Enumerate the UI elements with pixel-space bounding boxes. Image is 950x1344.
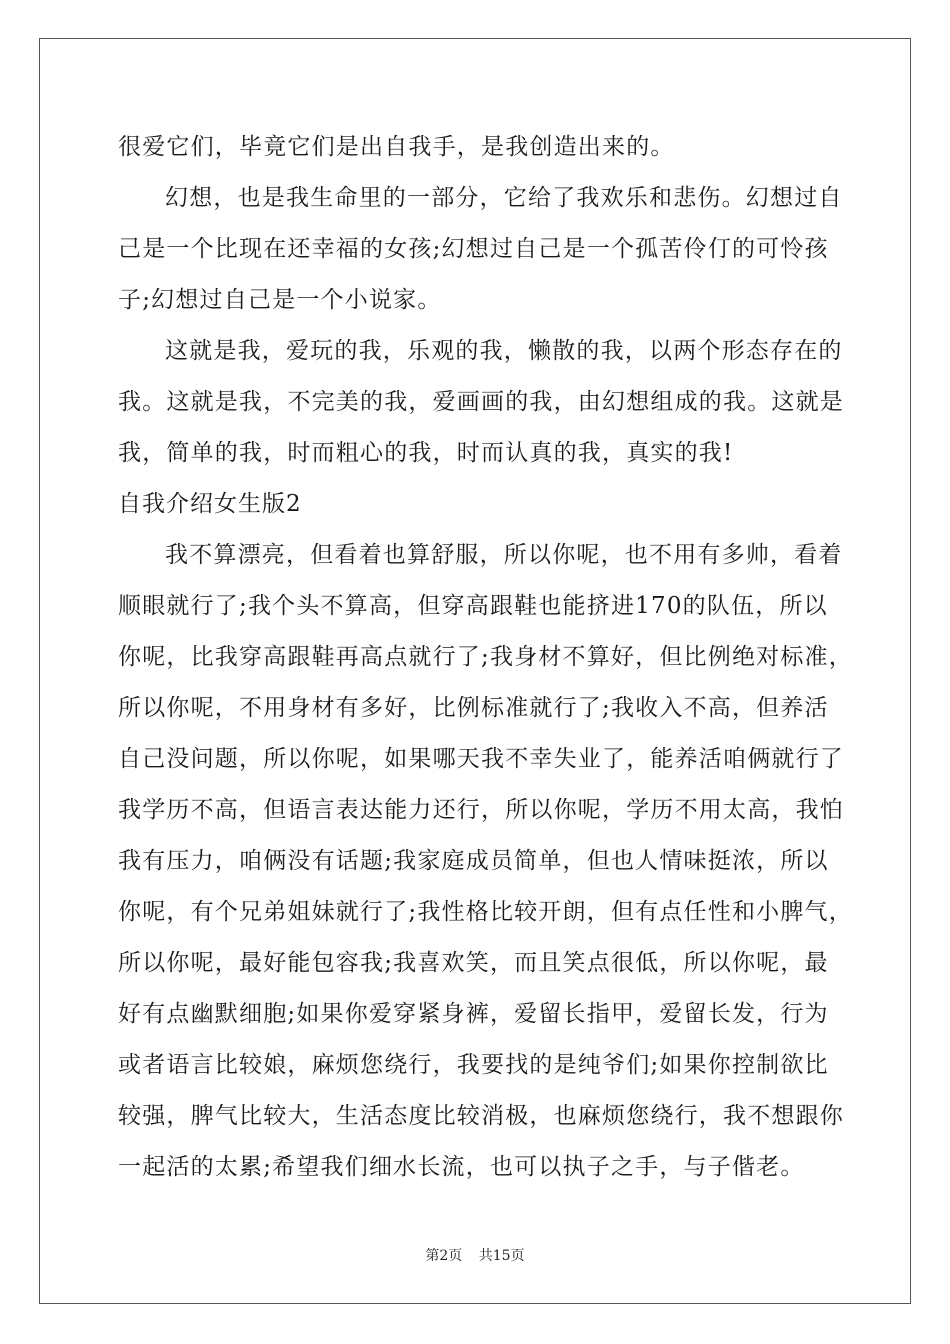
- page-number: 第2页: [425, 1248, 463, 1264]
- paragraph-line: 这就是我，爱玩的我，乐观的我，懒散的我，以两个形态存在的: [165, 338, 843, 364]
- paragraph-line: 很爱它们，毕竟它们是出自我手，是我创造出来的。: [118, 134, 675, 160]
- page-footer: [0, 1245, 950, 1265]
- page-total: 共15页: [478, 1248, 525, 1264]
- paragraph-line: 你呢，有个兄弟姐妹就行了;我性格比较开朗，但有点任性和小脾气，: [118, 899, 853, 925]
- paragraph-line: 我不算漂亮，但看着也算舒服，所以你呢，也不用有多帅，看着: [165, 542, 843, 568]
- paragraph-line: 自己没问题，所以你呢，如果哪天我不幸失业了，能养活咱俩就行了: [118, 746, 844, 772]
- paragraph-line: 幻想，也是我生命里的一部分，它给了我欢乐和悲伤。幻想过自: [165, 185, 843, 211]
- paragraph-line: 子;幻想过自己是一个小说家。: [118, 287, 442, 313]
- document-body: [118, 122, 853, 1193]
- paragraph-line: 己是一个比现在还幸福的女孩;幻想过自己是一个孤苦伶仃的可怜孩: [118, 236, 829, 262]
- paragraph-line: 顺眼就行了;我个头不算高，但穿高跟鞋也能挤进170的队伍，所以: [118, 593, 828, 619]
- paragraph-line: 或者语言比较娘，麻烦您绕行，我要找的是纯爷们;如果你控制欲比: [118, 1052, 829, 1078]
- paragraph-line: 我。这就是我，不完美的我，爱画画的我，由幻想组成的我。这就是: [118, 389, 844, 415]
- section-heading: 自我介绍女生版2: [118, 491, 302, 517]
- paragraph-line: 我学历不高，但语言表达能力还行，所以你呢，学历不用太高，我怕: [118, 797, 844, 823]
- paragraph-line: 我，简单的我，时而粗心的我，时而认真的我，真实的我!: [118, 440, 734, 466]
- paragraph-line: 你呢，比我穿高跟鞋再高点就行了;我身材不算好，但比例绝对标准，: [118, 644, 853, 670]
- paragraph-line: 所以你呢，不用身材有多好，比例标准就行了;我收入不高，但养活: [118, 695, 829, 721]
- paragraph-line: 好有点幽默细胞;如果你爱穿紧身裤，爱留长指甲，爱留长发，行为: [118, 1001, 829, 1027]
- paragraph-line: 所以你呢，最好能包容我;我喜欢笑，而且笑点很低，所以你呢，最: [118, 950, 829, 976]
- paragraph-line: 较强，脾气比较大，生活态度比较消极，也麻烦您绕行，我不想跟你: [118, 1103, 844, 1129]
- paragraph-line: 我有压力，咱俩没有话题;我家庭成员简单，但也人情味挺浓，所以: [118, 848, 829, 874]
- paragraph-line: 一起活的太累;希望我们细水长流，也可以执子之手，与子偕老。: [118, 1154, 805, 1180]
